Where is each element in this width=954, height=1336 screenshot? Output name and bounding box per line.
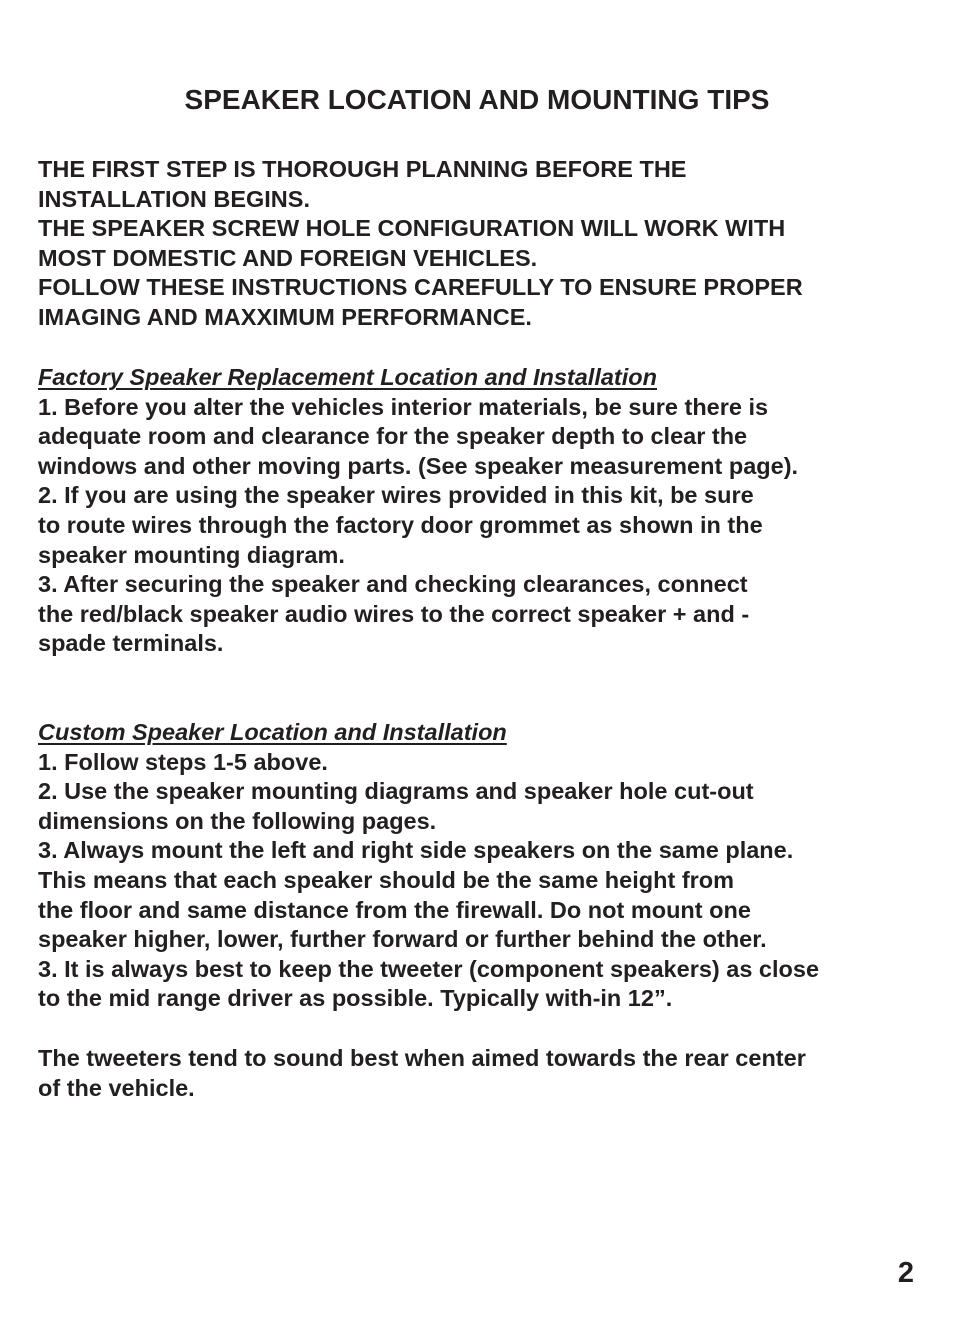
- factory-step-line: spade terminals.: [38, 630, 224, 657]
- custom-step-line: 3. It is always best to keep the tweeter (component speakers) as close: [38, 955, 820, 982]
- intro-line: THE FIRST STEP IS THOROUGH PLANNING BEFORE THE: [38, 156, 687, 182]
- factory-step-line: 2. If you are using the speaker wires provided in this kit, be sure: [38, 482, 754, 509]
- custom-step-line: dimensions on the following pages.: [38, 807, 437, 834]
- factory-step-line: 1. Before you alter the vehicles interior materials, be sure there is: [38, 393, 769, 420]
- custom-step-line: the floor and same distance from the firewall. Do not mount one: [38, 896, 751, 923]
- intro-line: IMAGING AND MAXXIMUM PERFORMANCE.: [38, 303, 532, 330]
- intro-line: MOST DOMESTIC AND FOREIGN VEHICLES.: [38, 244, 538, 271]
- intro-paragraph: [38, 155, 928, 333]
- factory-step-line: windows and other moving parts. (See speaker measurement page).: [38, 452, 799, 479]
- factory-section-heading: Factory Speaker Replacement Location and Installation: [38, 364, 657, 390]
- intro-line: INSTALLATION BEGINS.: [38, 185, 310, 212]
- intro-line: THE SPEAKER SCREW HOLE CONFIGURATION WILL WORK WITH: [38, 215, 786, 242]
- factory-step-line: the red/black speaker audio wires to the correct speaker + and -: [38, 600, 750, 627]
- custom-step-line: to the mid range driver as possible. Typically with-in 12”.: [38, 985, 673, 1012]
- factory-installation-section: [38, 363, 928, 659]
- custom-step-line: 3. Always mount the left and right side speakers on the same plane.: [38, 837, 794, 864]
- custom-step-line: This means that each speaker should be the same height from: [38, 866, 735, 893]
- closing-line: of the vehicle.: [38, 1074, 195, 1101]
- page-title: SPEAKER LOCATION AND MOUNTING TIPS: [184, 84, 770, 115]
- factory-step-line: 3. After securing the speaker and checking clearances, connect: [38, 571, 748, 598]
- custom-installation-section: [38, 718, 928, 1014]
- factory-step-line: speaker mounting diagram.: [38, 541, 345, 568]
- closing-paragraph: [38, 1044, 928, 1103]
- page-number: 2: [897, 1257, 914, 1289]
- intro-line: FOLLOW THESE INSTRUCTIONS CAREFULLY TO ENSURE PROPER: [38, 274, 803, 301]
- custom-step-line: speaker higher, lower, further forward or further behind the other.: [38, 926, 767, 953]
- custom-step-line: 1. Follow steps 1-5 above.: [38, 748, 328, 775]
- factory-step-line: to route wires through the factory door grommet as shown in the: [38, 511, 763, 538]
- custom-step-line: 2. Use the speaker mounting diagrams and speaker hole cut-out: [38, 778, 754, 805]
- factory-step-line: adequate room and clearance for the speaker depth to clear the: [38, 423, 748, 450]
- closing-line: The tweeters tend to sound best when aimed towards the rear center: [38, 1045, 806, 1071]
- custom-section-heading: Custom Speaker Location and Installation: [38, 719, 507, 745]
